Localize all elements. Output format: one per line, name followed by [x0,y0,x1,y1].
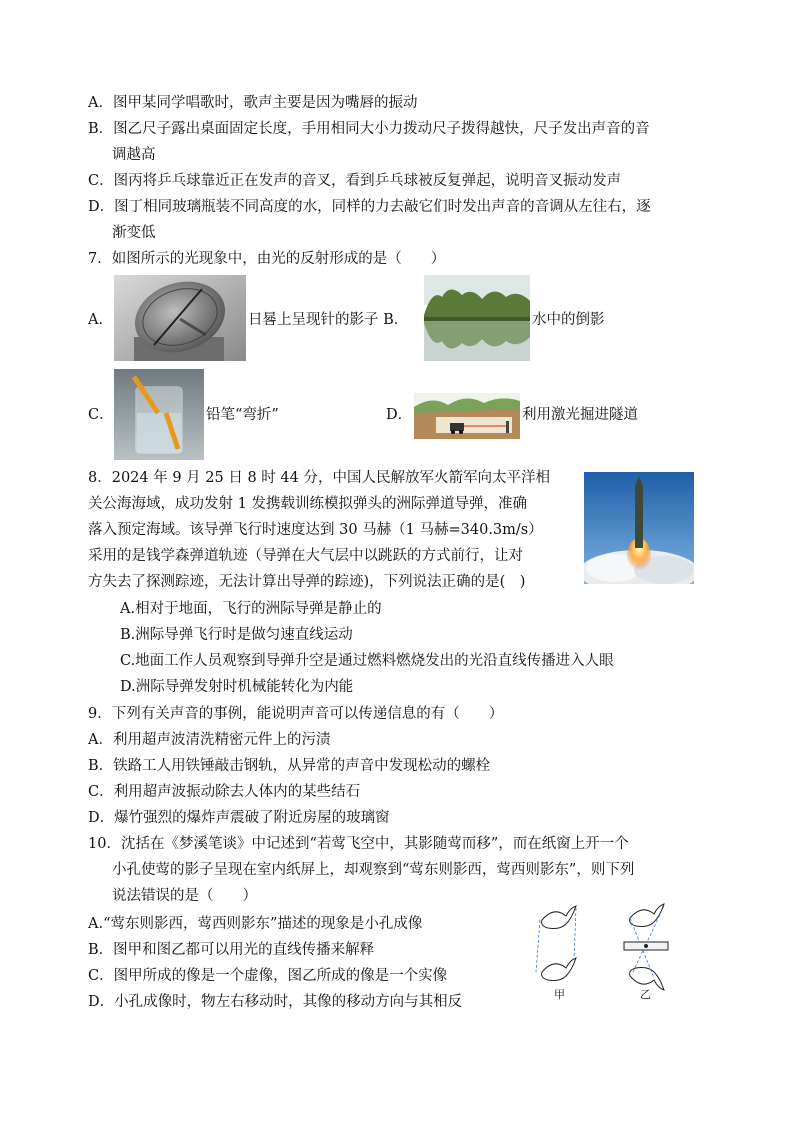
q7-option-d-text: 利用激光掘进隧道 [522,407,638,423]
q6-option-d-line1: D．图丁相同玻璃瓶装不同高度的水，同样的力去敲它们时发出声音的音调从左往右，逐 [88,199,651,215]
sundial-photo-icon [114,275,246,361]
q6-option-b-line2: 调越高 [112,147,156,163]
q6-option-d-line2: 渐变低 [112,225,156,241]
q10-option-c: C．图甲所成的像是一个虚像，图乙所成的像是一个实像 [88,968,448,984]
q7-option-c-label: C． [88,407,114,423]
q8-line3: 落入预定海域。该导弹飞行时速度达到 30 马赫（1 马赫=340.3m/s） [88,522,543,538]
q8-line4: 采用的是钱学森弹道轨迹（导弹在大气层中以跳跃的方式前行，让对 [88,548,523,564]
q7-option-d-label: D． [386,407,413,423]
q6-option-a: A．图甲某同学唱歌时，歌声主要是因为嘴唇的振动 [88,95,418,111]
q6-option-b-line1: B．图乙尺子露出桌面固定长度，手用相同大小力拨动尺子拨得越快，尺子发出声音的音 [88,121,650,137]
q8-option-c: C.地面工作人员观察到导弹升空是通过燃料燃烧发出的光沿直线传播进入人眼 [120,653,614,669]
q7-option-a-text: 日晷上呈现针的影子 B． [248,312,409,328]
q6-option-c: C．图丙将乒乓球靠近正在发声的音叉，看到乒乓球被反复弹起，说明音叉振动发声 [88,173,622,189]
q9-option-d: D．爆竹强烈的爆炸声震破了附近房屋的玻璃窗 [88,810,390,826]
q8-option-a: A.相对于地面，飞行的洲际导弹是静止的 [120,601,382,617]
q7-option-a-label: A． [88,312,113,328]
q9-option-a: A．利用超声波清洗精密元件上的污渍 [88,732,331,748]
q9-option-b: B．铁路工人用铁锤敲击钢轨，从异常的声音中发现松动的螺栓 [88,758,491,774]
q10-line1: 10．沈括在《梦溪笔谈》中记述到“若莺飞空中，其影随莺而移”，而在纸窗上开一个 [88,836,629,852]
q8-option-b: B.洲际导弹飞行时是做匀速直线运动 [120,627,353,643]
laser-tunnel-diagram-icon [414,393,520,439]
figure-label-jia: 甲 [554,988,565,1001]
q9-stem: 9．下列有关声音的事例，能说明声音可以传递信息的有（ ） [88,706,504,722]
q8-line2: 关公海海域，成功发射 1 发携载训练模拟弹头的洲际弹道导弹，准确 [88,496,527,512]
q8-line5: 方失去了探测踪迹，无法计算出导弹的踪迹)，下列说法正确的是( ) [88,574,526,590]
q10-option-b: B．图甲和图乙都可以用光的直线传播来解释 [88,942,375,958]
pinhole-bird-diagram-icon [526,900,686,1004]
q7-stem: 7．如图所示的光现象中，由光的反射形成的是（ ） [88,251,446,267]
missile-launch-photo-icon [584,472,694,584]
q8-line1: 8．2024 年 9 月 25 日 8 时 44 分，中国人民解放军火箭军向太平洋相 [88,470,550,486]
q10-option-a: A.“莺东则影西，莺西则影东”描述的现象是小孔成像 [88,916,423,932]
q8-option-d: D.洲际导弹发射时机械能转化为内能 [120,679,354,695]
q7-option-c-text: 铅笔“弯折” [206,407,279,423]
figure-label-yi: 乙 [640,988,651,1001]
q7-option-b-text: 水中的倒影 [532,312,605,328]
pencil-in-water-photo-icon [114,369,204,460]
q10-option-d: D．小孔成像时，物左右移动时，其像的移动方向与其相反 [88,994,463,1010]
q10-line3: 说法错误的是（ ） [112,888,257,904]
q10-line2: 小孔使莺的影子呈现在室内纸屏上，却观察到“莺东则影西，莺西则影东”，则下列 [112,862,635,878]
lake-reflection-photo-icon [424,275,530,361]
q9-option-c: C．利用超声波振动除去人体内的某些结石 [88,784,361,800]
